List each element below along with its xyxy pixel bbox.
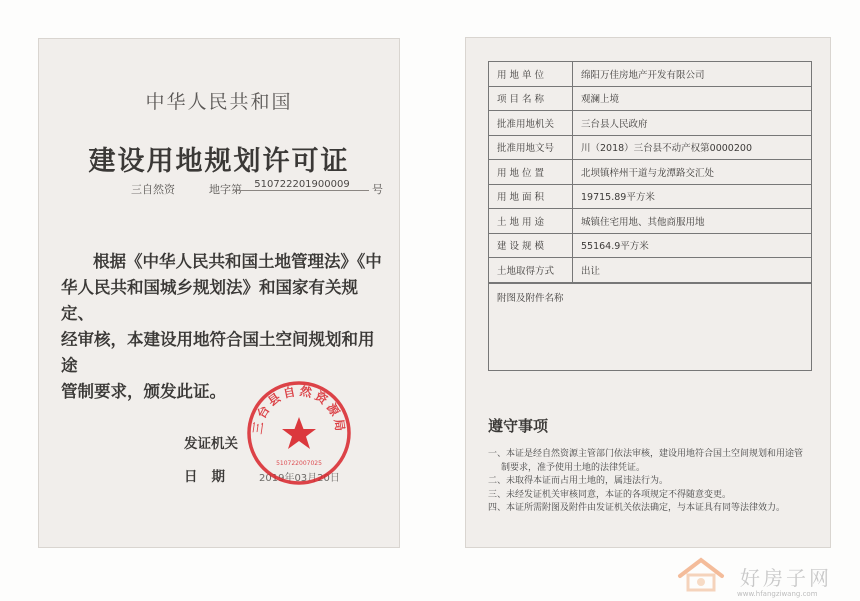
row-label: 用 地 位 置 [489,160,573,184]
table-row [489,185,811,210]
table-row [489,87,811,112]
row-value: 55164.9平方米 [581,241,649,253]
notice-item: 四、本证所需附图及附件由发证机关依法确定，与本证具有同等法律效力。 [488,503,786,513]
body-line: 管制要求，颁发此证。 [61,382,226,401]
notice-item: 三、未经发证机关审核同意，本证的各项规定不得随意变更。 [488,489,732,500]
country-name: 中华人民共和国 [145,91,293,113]
certificate-title: 建设用地规划许可证 [88,146,350,177]
row-value: 川（2018）三台县不动产权第0000200 [581,143,752,155]
table-row [489,136,811,161]
table-row [489,258,811,283]
notice-item: 一、本证是经自然资源主管部门依法审核，建设用地符合国土空间规划和用途管制要求，准予使用土地的法律凭证。 [488,449,804,473]
row-value: 城镇住宅用地、其他商服用地 [581,216,705,228]
row-label: 建 设 规 模 [489,234,573,258]
row-value: 北坝镇梓州干道与龙潭路交汇处 [581,167,715,179]
row-label: 土地取得方式 [489,258,573,282]
notice-item: 二、未取得本证而占用土地的，属违法行为。 [488,476,669,486]
watermark-url: www.hfangziwang.com [737,590,818,598]
attachments-label: 附图及附件名称 [497,292,564,304]
certificate-right-page [465,37,831,548]
seal-text: 三台县自然资源局 [250,383,348,435]
table-row [489,111,811,136]
table-row [489,62,811,87]
certificate-prefix: 三自然资 [131,183,175,196]
official-seal-icon [245,379,353,487]
row-label: 土 地 用 途 [489,209,573,233]
certificate-left-page [38,38,400,548]
row-value: 19715.89平方米 [581,192,655,204]
certificate-hao-label: 号 [372,183,383,196]
row-label: 用 地 面 积 [489,185,573,209]
date-label: 日期 [184,469,239,485]
notice-title: 遵守事项 [488,417,549,435]
row-value: 绵阳万佳房地产开发有限公司 [581,69,705,81]
row-value: 观澜上境 [581,94,620,106]
body-line: 根据《中华人民共和国土地管理法》《中 [93,252,382,271]
certificate-number: 510722201900009 [235,179,369,191]
issuer-label: 发证机关 [184,436,238,452]
table-row [489,209,811,234]
row-label: 用 地 单 位 [489,62,573,86]
house-logo-icon [676,556,726,594]
row-label: 项 目 名 称 [489,87,573,111]
table-row [489,234,811,259]
body-line: 经审核，本建设用地符合国土空间规划和用途 [61,330,375,375]
land-info-table [488,61,812,371]
certificate-di-label: 地字第 [209,183,242,196]
watermark-text: 好房子网 [740,566,832,590]
row-label: 批准用地机关 [489,111,573,135]
body-line: 华人民共和国城乡规划法》和国家有关规定、 [61,278,358,323]
row-label: 批准用地文号 [489,136,573,160]
row-value: 三台县人民政府 [581,118,648,130]
table-row [489,160,811,185]
row-value: 出让 [581,265,601,277]
seal-number: 510722007025 [276,460,322,467]
attachments-cell [489,283,811,370]
notice-list [488,448,810,516]
issue-date: 2019年03月20日 [259,473,340,484]
